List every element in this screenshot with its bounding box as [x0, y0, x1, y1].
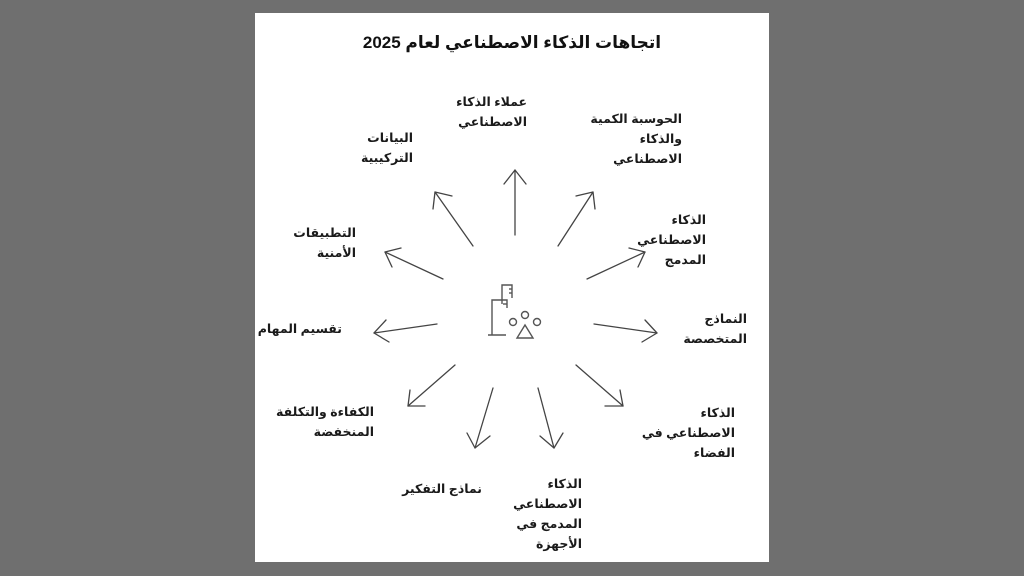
diagram-title: اتجاهات الذكاء الاصطناعي لعام 2025 — [362, 33, 662, 52]
trend-label-ai-agents: عملاء الذكاء الاصطناعي — [456, 95, 527, 129]
arrow-icon — [374, 320, 437, 342]
trend-label-synthetic-data: البيانات التركيبية — [360, 131, 413, 165]
trend-label-reasoning-models: نماذج التفكير — [402, 482, 482, 496]
trend-label-specialized-models: النماذج المتخصصة — [683, 312, 747, 346]
arrow-icon — [408, 365, 455, 406]
ai-lab-icon — [488, 285, 541, 338]
arrow-icon — [576, 365, 623, 406]
trend-label-quantum-ai: الحوسبة الكمية والذكاء الاصطناعي — [590, 112, 682, 166]
trend-label-ai-in-space: الذكاء الاصطناعي في الفضاء — [641, 406, 735, 460]
arrow-icon — [433, 192, 473, 246]
arrow-icon — [594, 320, 657, 342]
trend-label-embedded-ai: الذكاء الاصطناعي المدمج — [637, 213, 706, 267]
arrow-icon — [558, 192, 595, 246]
arrow-icon — [385, 248, 443, 279]
arrow-icon — [538, 388, 563, 448]
trend-label-security-apps: التطبيقات الأمنية — [293, 226, 356, 260]
trend-label-efficiency-low-cost: الكفاءة والتكلفة المنخفضة — [276, 405, 374, 439]
arrow-icon — [504, 170, 526, 235]
arrow-icon — [467, 388, 493, 448]
trend-label-task-division: تقسيم المهام — [257, 322, 342, 336]
trend-label-on-device-ai: الذكاء الاصطناعي المدمج في الأجهزة — [513, 477, 582, 551]
